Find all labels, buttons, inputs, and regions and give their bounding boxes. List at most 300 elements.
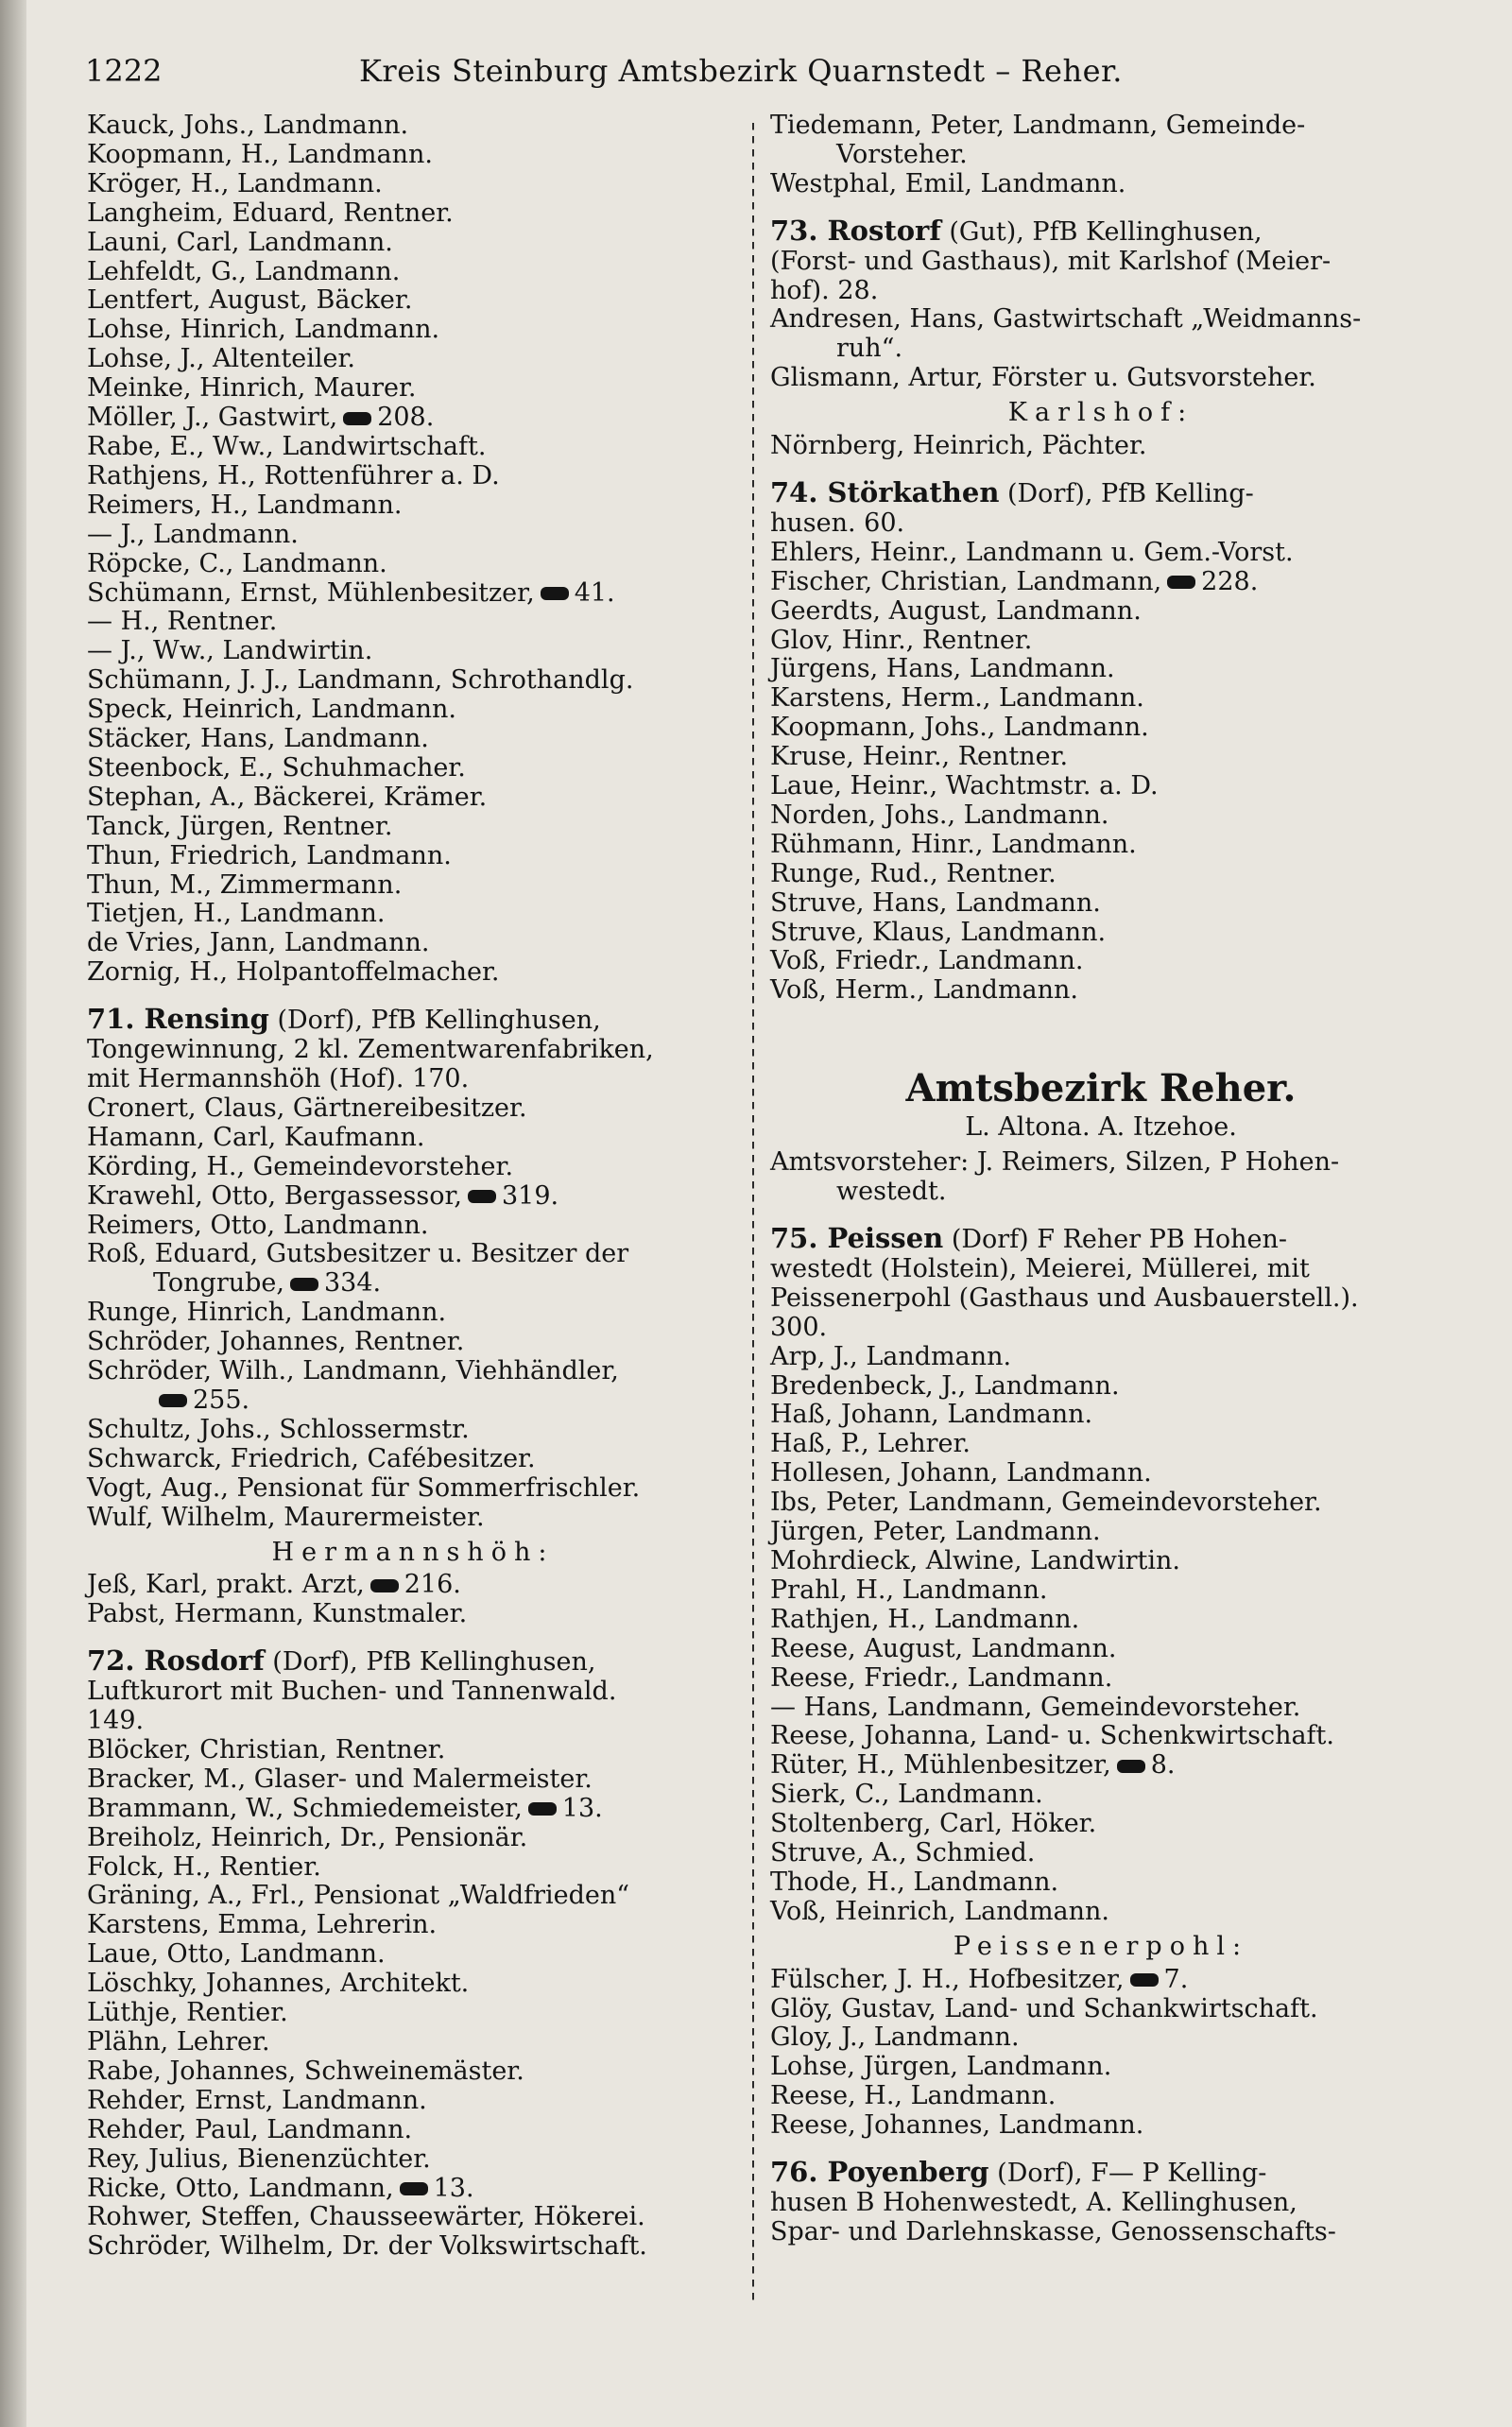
entry-text: Vorsteher. bbox=[836, 139, 968, 169]
phone-number: 255. bbox=[193, 1385, 250, 1415]
entry-text: Schwarck, Friedrich, Cafébesitzer. bbox=[87, 1443, 536, 1473]
heading-text: Peissenerpohl (Gasthaus und Ausbauerstell.). bbox=[770, 1282, 1359, 1313]
list-item bbox=[770, 170, 1432, 199]
running-title: Kreis Steinburg Amtsbezirk Quarnstedt – Reher. bbox=[359, 53, 1123, 89]
heading-text: (Dorf), PfB Kelling- bbox=[999, 478, 1254, 508]
entry-text: Lohse, J., Altenteiler. bbox=[87, 344, 356, 374]
amtsvorsteher-line-cont: westedt. bbox=[836, 1177, 947, 1207]
section-74 bbox=[770, 475, 1432, 1006]
section-heading-line bbox=[770, 2218, 1432, 2247]
list-item bbox=[87, 112, 739, 141]
telephone-icon bbox=[343, 412, 371, 425]
entry-text: Rohwer, Steffen, Chausseewärter, Hökerei. bbox=[87, 2202, 645, 2232]
section-heading-line bbox=[770, 1255, 1432, 1284]
list-item bbox=[770, 1694, 1432, 1723]
entry-text: Rühmann, Hinr., Landmann. bbox=[770, 829, 1137, 859]
list-item bbox=[770, 1751, 1432, 1781]
entry-text: Schultz, Johs., Schlossermstr. bbox=[87, 1414, 470, 1444]
section-heading bbox=[87, 1646, 739, 1736]
list-item bbox=[87, 1795, 739, 1824]
list-item bbox=[770, 1995, 1432, 2024]
entry-text: Löschky, Johannes, Architekt. bbox=[87, 1969, 470, 1999]
list-item bbox=[87, 725, 739, 754]
list-item bbox=[87, 491, 739, 521]
list-item bbox=[770, 1343, 1432, 1372]
column-divider bbox=[752, 123, 754, 2306]
entry-text: Rüter, H., Mühlenbesitzer, bbox=[770, 1750, 1111, 1781]
entry-text: de Vries, Jann, Landmann. bbox=[87, 928, 430, 958]
list-item bbox=[770, 1518, 1432, 1547]
list-item bbox=[770, 1401, 1432, 1430]
sub-heading: Karlshof: bbox=[1007, 398, 1194, 428]
list-item bbox=[87, 696, 739, 725]
list-item bbox=[770, 2023, 1432, 2053]
entry-text: Nörnberg, Heinrich, Pächter. bbox=[770, 431, 1147, 461]
entry-list bbox=[770, 432, 1432, 461]
list-item bbox=[770, 627, 1432, 656]
section-heading-line bbox=[770, 1314, 1432, 1343]
entry-text: Bracker, M., Glaser- und Malermeister. bbox=[87, 1764, 593, 1794]
list-item bbox=[770, 1547, 1432, 1576]
list-item bbox=[87, 316, 739, 345]
entry-text: Haß, P., Lehrer. bbox=[770, 1429, 971, 1459]
entry-text: Laue, Heinr., Wachtmstr. a. D. bbox=[770, 771, 1159, 801]
entry-text: Westphal, Emil, Landmann. bbox=[770, 168, 1126, 198]
list-item bbox=[770, 141, 1432, 170]
list-item bbox=[87, 1600, 739, 1629]
entry-text: Rabe, E., Ww., Landwirtschaft. bbox=[87, 431, 487, 461]
entry-text: Fischer, Christian, Landmann, bbox=[770, 566, 1162, 596]
entry-text: Bredenbeck, J., Landmann. bbox=[770, 1370, 1120, 1401]
entry-text: Schröder, Wilh., Landmann, Viehhändler, bbox=[87, 1356, 619, 1386]
list-item bbox=[87, 813, 739, 842]
entry-text: Norden, Johs., Landmann. bbox=[770, 800, 1109, 830]
section-76 bbox=[770, 2158, 1432, 2247]
entry-text: Voß, Heinrich, Landmann. bbox=[770, 1896, 1110, 1926]
entry-text: Thode, H., Landmann. bbox=[770, 1867, 1059, 1897]
entry-text: Fülscher, J. H., Hofbesitzer, bbox=[770, 1964, 1125, 1994]
list-item bbox=[87, 1474, 739, 1504]
list-item bbox=[87, 1240, 739, 1269]
phone-number: 41. bbox=[574, 577, 615, 608]
list-item bbox=[87, 141, 739, 170]
entry-text: Pabst, Hermann, Kunstmaler. bbox=[87, 1599, 468, 1629]
list-item bbox=[87, 754, 739, 783]
list-item bbox=[87, 1970, 739, 1999]
place-name: 72. Rosdorf bbox=[87, 1644, 265, 1678]
telephone-icon bbox=[370, 1579, 399, 1592]
list-item bbox=[87, 1571, 739, 1600]
entry-text: Ibs, Peter, Landmann, Gemeindevorsteher. bbox=[770, 1488, 1322, 1518]
section-heading-line bbox=[770, 277, 1432, 306]
entry-text: Schümann, Ernst, Mühlenbesitzer, bbox=[87, 577, 535, 608]
entry-text: Roß, Eduard, Gutsbesitzer u. Besitzer der bbox=[87, 1239, 629, 1269]
list-item bbox=[87, 783, 739, 813]
list-item bbox=[770, 714, 1432, 743]
entry-text: Lüthje, Rentier. bbox=[87, 1998, 288, 2028]
telephone-icon bbox=[468, 1190, 496, 1203]
entry-text: Reese, H., Landmann. bbox=[770, 2081, 1057, 2111]
amtsbezirk-subtitle: L. Altona. A. Itzehoe. bbox=[965, 1112, 1237, 1143]
place-name: 76. Poyenberg bbox=[770, 2156, 989, 2189]
list-item bbox=[87, 1504, 739, 1533]
list-item bbox=[87, 404, 739, 433]
entry-text: Reimers, Otto, Landmann. bbox=[87, 1210, 429, 1240]
entry-text: Rey, Julius, Bienenzüchter. bbox=[87, 2143, 431, 2174]
entry-text: Kauck, Johs., Landmann. bbox=[87, 111, 409, 140]
section-heading-line bbox=[770, 248, 1432, 277]
entry-text: Breiholz, Heinrich, Dr., Pensionär. bbox=[87, 1822, 528, 1852]
list-item bbox=[87, 550, 739, 579]
entry-text: Glismann, Artur, Förster u. Gutsvorsteher. bbox=[770, 363, 1316, 393]
entry-text: Speck, Heinrich, Landmann. bbox=[87, 695, 456, 725]
list-item bbox=[87, 2087, 739, 2116]
entry-text: Tongrube, bbox=[153, 1268, 284, 1299]
list-item bbox=[770, 1966, 1432, 1995]
list-item bbox=[87, 521, 739, 550]
list-item bbox=[770, 432, 1432, 461]
section-heading-line bbox=[770, 1224, 1432, 1255]
entry-text: Cronert, Claus, Gärtnereibesitzer. bbox=[87, 1093, 527, 1123]
list-item bbox=[770, 684, 1432, 714]
list-item bbox=[87, 1357, 739, 1386]
entry-text: Gräning, A., Frl., Pensionat „Waldfrieden“ bbox=[87, 1881, 630, 1911]
heading-text: (Dorf), F— P Kelling- bbox=[988, 2159, 1267, 2189]
entry-list bbox=[87, 1736, 739, 2262]
list-item bbox=[770, 1781, 1432, 1810]
list-item bbox=[770, 2053, 1432, 2082]
list-item bbox=[770, 539, 1432, 568]
heading-text: husen. 60. bbox=[770, 508, 905, 538]
entry-list bbox=[770, 112, 1432, 199]
list-item bbox=[770, 947, 1432, 976]
section-heading-line bbox=[87, 1678, 739, 1707]
entry-text: Plähn, Lehrer. bbox=[87, 2027, 270, 2057]
list-item bbox=[87, 2175, 739, 2204]
list-item bbox=[770, 364, 1432, 393]
entry-text: Reese, Johannes, Landmann. bbox=[770, 2110, 1144, 2141]
place-name: 71. Rensing bbox=[87, 1003, 269, 1036]
phone-number: 228. bbox=[1201, 566, 1259, 596]
list-item bbox=[770, 655, 1432, 684]
list-item bbox=[770, 1810, 1432, 1839]
list-item bbox=[770, 1606, 1432, 1635]
list-item bbox=[87, 637, 739, 666]
list-item bbox=[770, 801, 1432, 831]
list-item bbox=[87, 1882, 739, 1911]
entry-text: Karstens, Emma, Lehrerin. bbox=[87, 1910, 438, 1940]
entry-text: Sierk, C., Landmann. bbox=[770, 1780, 1043, 1810]
telephone-icon bbox=[1130, 1973, 1159, 1987]
entry-text: Reimers, H., Landmann. bbox=[87, 490, 403, 520]
page-header bbox=[85, 47, 1446, 95]
entry-text: — H., Rentner. bbox=[87, 607, 278, 637]
entry-text: Körding, H., Gemeindevorsteher. bbox=[87, 1151, 514, 1181]
heading-text: husen B Hohenwestedt, A. Kellinghusen, bbox=[770, 2188, 1297, 2217]
entry-list bbox=[770, 539, 1432, 1007]
section-heading bbox=[770, 2158, 1432, 2247]
section-heading-line bbox=[770, 475, 1432, 509]
section-heading-line bbox=[770, 1284, 1432, 1314]
entry-list bbox=[87, 1094, 739, 1533]
entry-text: Lentfert, August, Bäcker. bbox=[87, 285, 413, 316]
entry-text: Lohse, Jürgen, Landmann. bbox=[770, 2052, 1112, 2082]
list-item bbox=[87, 462, 739, 491]
place-name: 74. Störkathen bbox=[770, 475, 1000, 508]
entry-text: Voß, Herm., Landmann. bbox=[770, 975, 1079, 1006]
list-item bbox=[87, 170, 739, 199]
entry-text: Runge, Rud., Rentner. bbox=[770, 858, 1057, 888]
telephone-icon bbox=[1117, 1760, 1145, 1773]
list-item bbox=[87, 2232, 739, 2262]
entry-text: Thun, Friedrich, Landmann. bbox=[87, 840, 452, 870]
list-item bbox=[87, 1094, 739, 1124]
sub-heading: Hermannshöh: bbox=[271, 1537, 555, 1567]
entry-text: Struve, A., Schmied. bbox=[770, 1838, 1036, 1868]
list-item bbox=[87, 2057, 739, 2087]
right-column bbox=[770, 112, 1432, 2257]
list-item bbox=[87, 2203, 739, 2232]
entry-text: Thun, M., Zimmermann. bbox=[87, 869, 403, 900]
list-item bbox=[87, 2145, 739, 2175]
entry-list bbox=[87, 1571, 739, 1629]
entry-text: Runge, Hinrich, Landmann. bbox=[87, 1298, 447, 1328]
entry-text: Rehder, Paul, Landmann. bbox=[87, 2114, 413, 2144]
list-item bbox=[87, 666, 739, 696]
list-item bbox=[87, 958, 739, 988]
list-item bbox=[770, 1489, 1432, 1518]
list-item bbox=[87, 1153, 739, 1182]
place-name: 75. Peissen bbox=[770, 1222, 944, 1254]
page-number: 1222 bbox=[85, 53, 163, 89]
list-item bbox=[770, 772, 1432, 801]
heading-text: westedt (Holstein), Meierei, Müllerei, mit bbox=[770, 1253, 1310, 1283]
entry-text: Schröder, Wilhelm, Dr. der Volkswirtschaft. bbox=[87, 2231, 647, 2262]
entry-text: Stäcker, Hans, Landmann. bbox=[87, 724, 429, 754]
entry-text: Tanck, Jürgen, Rentner. bbox=[87, 811, 393, 841]
section-heading-line bbox=[770, 2189, 1432, 2218]
section-heading-line bbox=[87, 1707, 739, 1736]
entry-text: Brammann, W., Schmiedemeister, bbox=[87, 1793, 523, 1823]
list-item bbox=[770, 919, 1432, 948]
entry-text: Rathjen, H., Landmann. bbox=[770, 1604, 1080, 1634]
heading-text: hof). 28. bbox=[770, 275, 879, 305]
list-item bbox=[87, 1911, 739, 1940]
entry-text: Kröger, H., Landmann. bbox=[87, 168, 383, 198]
entry-text: Kruse, Heinr., Rentner. bbox=[770, 742, 1069, 772]
entry-text: Steenbock, E., Schuhmacher. bbox=[87, 752, 466, 783]
entry-text: Reese, Johanna, Land- u. Schenkwirtschaft. bbox=[770, 1721, 1334, 1751]
entry-text: Schröder, Johannes, Rentner. bbox=[87, 1327, 465, 1357]
entry-text: Glöy, Gustav, Land- und Schankwirtschaft. bbox=[770, 1993, 1318, 2023]
entry-text: Jürgen, Peter, Landmann. bbox=[770, 1517, 1101, 1547]
list-item bbox=[770, 1430, 1432, 1459]
list-item bbox=[770, 1839, 1432, 1868]
heading-text: Spar- und Darlehnskasse, Genossenschafts- bbox=[770, 2216, 1336, 2246]
list-item bbox=[87, 1824, 739, 1853]
list-item bbox=[87, 199, 739, 229]
heading-text: 300. bbox=[770, 1312, 828, 1342]
entry-text: Haß, Johann, Landmann. bbox=[770, 1400, 1093, 1430]
list-item bbox=[770, 335, 1432, 364]
list-item bbox=[770, 2082, 1432, 2111]
list-item bbox=[770, 1722, 1432, 1751]
list-item bbox=[87, 900, 739, 929]
list-item bbox=[87, 1765, 739, 1795]
entry-text: — Hans, Landmann, Gemeindevorsteher. bbox=[770, 1692, 1301, 1722]
entry-text: ruh“. bbox=[836, 334, 903, 364]
section-75 bbox=[770, 1224, 1432, 2141]
list-item bbox=[87, 286, 739, 316]
entry-text: Gloy, J., Landmann. bbox=[770, 2022, 1020, 2053]
entry-text: Laue, Otto, Landmann. bbox=[87, 1939, 386, 1970]
section-heading bbox=[87, 1005, 739, 1094]
sub-heading: Peissenerpohl: bbox=[953, 1931, 1249, 1961]
section-heading-line bbox=[770, 509, 1432, 539]
entry-text: Langheim, Eduard, Rentner. bbox=[87, 198, 454, 228]
list-item bbox=[87, 1212, 739, 1241]
telephone-icon bbox=[528, 1802, 557, 1816]
list-item bbox=[770, 743, 1432, 772]
section-heading-line bbox=[87, 1646, 739, 1678]
list-item bbox=[770, 2111, 1432, 2141]
list-item bbox=[87, 433, 739, 462]
list-item bbox=[87, 1445, 739, 1474]
entry-text: Jürgens, Hans, Landmann. bbox=[770, 654, 1115, 684]
entry-text: Meinke, Hinrich, Maurer. bbox=[87, 373, 417, 404]
telephone-icon bbox=[159, 1394, 187, 1407]
list-item bbox=[87, 1269, 739, 1299]
entry-text: Blöcker, Christian, Rentner. bbox=[87, 1734, 446, 1764]
entry-list bbox=[87, 112, 739, 988]
entry-text: Ehlers, Heinr., Landmann u. Gem.-Vorst. bbox=[770, 537, 1294, 567]
list-item bbox=[770, 597, 1432, 627]
list-item bbox=[770, 112, 1432, 141]
section-71 bbox=[87, 1005, 739, 1629]
telephone-icon bbox=[400, 2182, 428, 2195]
entry-text: Stoltenberg, Carl, Höker. bbox=[770, 1809, 1097, 1839]
section-heading-line bbox=[87, 1065, 739, 1094]
list-item bbox=[770, 860, 1432, 889]
entry-text: Prahl, H., Landmann. bbox=[770, 1575, 1048, 1605]
entry-text: Vogt, Aug., Pensionat für Sommerfrischler. bbox=[87, 1472, 641, 1503]
list-item bbox=[87, 1182, 739, 1212]
heading-text: Tongewinnung, 2 kl. Zementwarenfabriken, bbox=[87, 1035, 654, 1065]
entry-text: Koopmann, H., Landmann. bbox=[87, 139, 433, 169]
entry-list bbox=[770, 1966, 1432, 2141]
entry-text: Voß, Friedr., Landmann. bbox=[770, 946, 1084, 976]
entry-text: Geerdts, August, Landmann. bbox=[770, 595, 1142, 626]
phone-number: 216. bbox=[404, 1570, 461, 1600]
list-item bbox=[87, 1940, 739, 1970]
entry-text: Wulf, Wilhelm, Maurermeister. bbox=[87, 1502, 485, 1532]
phone-number: 13. bbox=[561, 1793, 603, 1823]
list-item bbox=[87, 1853, 739, 1883]
list-item bbox=[770, 568, 1432, 597]
list-item bbox=[770, 889, 1432, 919]
section-72 bbox=[87, 1646, 739, 2262]
list-item bbox=[87, 2028, 739, 2057]
telephone-icon bbox=[290, 1278, 318, 1291]
list-item bbox=[770, 976, 1432, 1006]
entry-text: Stephan, A., Bäckerei, Krämer. bbox=[87, 782, 488, 812]
heading-text: (Dorf) F Reher PB Hohen- bbox=[943, 1225, 1288, 1254]
heading-text: (Forst- und Gasthaus), mit Karlshof (Meier- bbox=[770, 246, 1332, 276]
entry-text: Lehfeldt, G., Landmann. bbox=[87, 256, 401, 286]
list-item bbox=[87, 345, 739, 374]
list-item bbox=[770, 1664, 1432, 1694]
entry-text: — J., Ww., Landwirtin. bbox=[87, 636, 373, 666]
list-item bbox=[770, 305, 1432, 335]
list-item bbox=[770, 1898, 1432, 1927]
heading-text: Luftkurort mit Buchen- und Tannenwald. bbox=[87, 1677, 617, 1707]
list-item bbox=[770, 1635, 1432, 1664]
entry-text: Krawehl, Otto, Bergassessor, bbox=[87, 1180, 462, 1211]
list-item bbox=[770, 1576, 1432, 1606]
list-item bbox=[770, 1868, 1432, 1898]
phone-number: 8. bbox=[1150, 1750, 1176, 1781]
entry-text: Folck, H., Rentier. bbox=[87, 1851, 321, 1882]
entry-text: Tiedemann, Peter, Landmann, Gemeinde- bbox=[770, 111, 1306, 140]
entry-text: Karstens, Herm., Landmann. bbox=[770, 683, 1144, 714]
phone-number: 319. bbox=[502, 1180, 559, 1211]
list-item bbox=[87, 258, 739, 287]
section-73 bbox=[770, 216, 1432, 461]
entry-text: Reese, Friedr., Landmann. bbox=[770, 1662, 1113, 1693]
list-item bbox=[87, 374, 739, 404]
heading-text: (Dorf), PfB Kellinghusen, bbox=[268, 1006, 601, 1036]
entry-text: Hollesen, Johann, Landmann. bbox=[770, 1458, 1152, 1489]
entry-text: Rehder, Ernst, Landmann. bbox=[87, 2085, 427, 2115]
list-item bbox=[87, 608, 739, 637]
phone-number: 334. bbox=[323, 1268, 382, 1299]
entry-text: Koopmann, Johs., Landmann. bbox=[770, 713, 1149, 743]
left-column bbox=[87, 112, 739, 2271]
amtsvorsteher-line: Amtsvorsteher: J. Reimers, Silzen, P Hohen- bbox=[770, 1147, 1340, 1178]
entry-text: Launi, Carl, Landmann. bbox=[87, 227, 393, 257]
entry-list bbox=[770, 305, 1432, 393]
section-heading bbox=[770, 216, 1432, 306]
entry-text: Rabe, Johannes, Schweinemäster. bbox=[87, 2056, 524, 2086]
phone-number: 208. bbox=[377, 403, 435, 433]
entry-text: Möller, J., Gastwirt, bbox=[87, 403, 338, 433]
list-item bbox=[87, 871, 739, 901]
list-item bbox=[87, 1328, 739, 1357]
entry-text: Lohse, Hinrich, Landmann. bbox=[87, 315, 440, 345]
list-item bbox=[87, 579, 739, 609]
phone-number: 7. bbox=[1163, 1964, 1189, 1994]
entry-text: Ricke, Otto, Landmann, bbox=[87, 2173, 394, 2203]
list-item bbox=[87, 1736, 739, 1765]
entry-text: Hamann, Carl, Kaufmann. bbox=[87, 1122, 425, 1152]
list-item bbox=[87, 229, 739, 258]
phone-number: 13. bbox=[433, 2173, 474, 2203]
amtsbezirk-title: Amtsbezirk Reher. bbox=[905, 1066, 1297, 1111]
entry-text: Zornig, H., Holpantoffelmacher. bbox=[87, 957, 500, 988]
entry-text: Andresen, Hans, Gastwirtschaft „Weidmanns- bbox=[770, 304, 1362, 335]
list-item bbox=[87, 1999, 739, 2028]
list-item bbox=[87, 1416, 739, 1445]
entry-text: Reese, August, Landmann. bbox=[770, 1633, 1117, 1663]
section-heading-line bbox=[87, 1036, 739, 1065]
entry-list bbox=[770, 1343, 1432, 1927]
list-item bbox=[770, 1372, 1432, 1402]
list-item bbox=[87, 1386, 739, 1416]
heading-text: 149. bbox=[87, 1706, 145, 1736]
entry-text: Tietjen, H., Landmann. bbox=[87, 899, 386, 929]
entry-text: Arp, J., Landmann. bbox=[770, 1341, 1012, 1371]
heading-text: mit Hermannshöh (Hof). 170. bbox=[87, 1064, 470, 1093]
